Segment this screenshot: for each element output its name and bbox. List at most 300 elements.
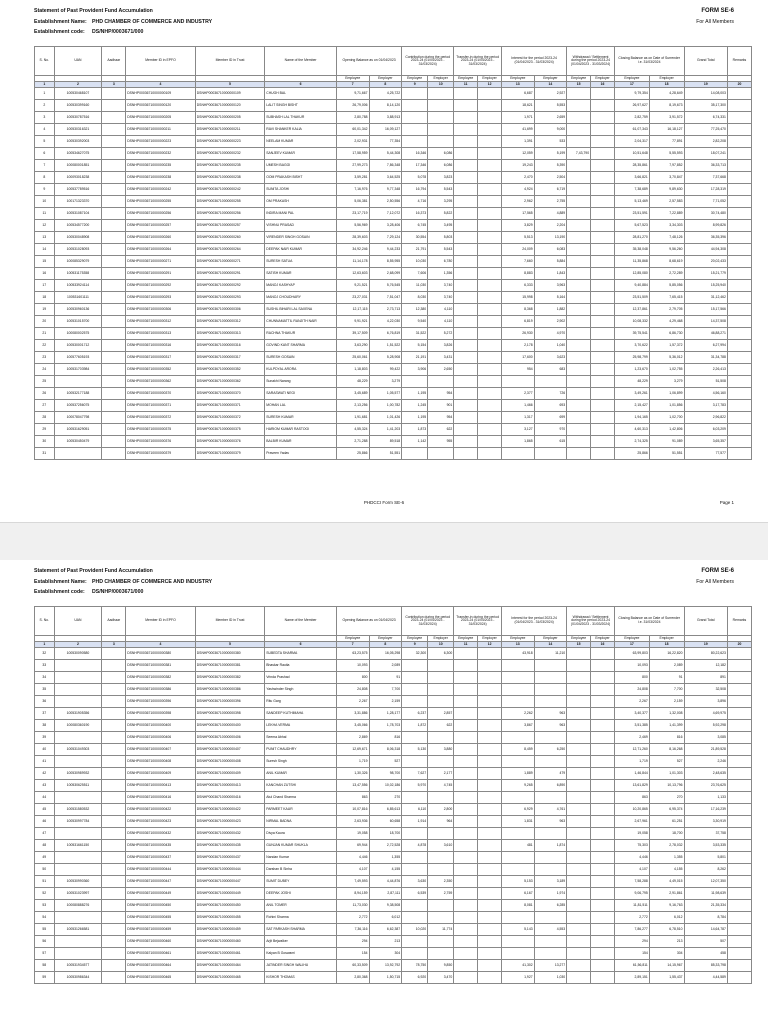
table-cell: DSNHP00036710000000406 xyxy=(195,732,265,744)
table-cell: DSNHP00036710000000271 xyxy=(126,256,196,268)
table-cell: 17,58,959 xyxy=(336,148,369,160)
table-cell: 100530090580 xyxy=(54,648,102,660)
column-number: 11 xyxy=(454,82,478,88)
table-cell xyxy=(591,648,615,660)
table-cell: 29 xyxy=(35,424,55,436)
table-cell: DSNHP00036710000000379 xyxy=(195,448,265,460)
form-number: FORM SE-6 xyxy=(701,568,734,574)
table-cell: 23,51,509 xyxy=(614,292,649,304)
table-cell: 43 xyxy=(35,780,55,792)
table-cell xyxy=(478,720,502,732)
table-cell: 23,51,591 xyxy=(614,208,649,220)
table-cell: 7,49,593 xyxy=(336,876,369,888)
table-cell: Atul Chand Sharma xyxy=(265,792,337,804)
column-number: 6 xyxy=(265,82,337,88)
table-cell: 5,92,298 xyxy=(684,720,727,732)
table-cell: 41,699 xyxy=(502,124,535,136)
table-cell: 12,37,861 xyxy=(614,304,649,316)
table-cell xyxy=(428,792,454,804)
table-cell: 30,554 xyxy=(402,232,428,244)
table-cell: 9,265 xyxy=(502,780,535,792)
table-cell xyxy=(727,400,751,412)
table-cell: 1,466 xyxy=(502,400,535,412)
table-cell: 6,819 xyxy=(502,316,535,328)
column-subheader: Employee xyxy=(454,636,478,642)
table-cell: HARIOM KUMAR RASTOGI xyxy=(265,424,337,436)
column-header: Member ID in Trust xyxy=(195,607,265,636)
table-cell: 816 xyxy=(369,732,402,744)
table-cell: DSNHP00036710000000449 xyxy=(195,888,265,900)
table-cell: 4,553 xyxy=(534,924,567,936)
column-number: 1 xyxy=(35,642,55,648)
table-cell: 4,56,160 xyxy=(684,388,727,400)
table-cell xyxy=(591,316,615,328)
table-cell xyxy=(727,412,751,424)
table-cell: 4,44,876 xyxy=(369,876,402,888)
table-cell: OOM PRAKASH BISHT xyxy=(265,172,337,184)
table-cell xyxy=(54,684,102,696)
table-cell: 100078047798 xyxy=(54,412,102,424)
table-cell xyxy=(454,268,478,280)
table-cell xyxy=(534,756,567,768)
table-cell: 6,03,209 xyxy=(684,424,727,436)
table-cell xyxy=(102,684,126,696)
table-cell xyxy=(102,424,126,436)
table-cell: DSNHP00036710000000382 xyxy=(195,672,265,684)
table-cell: DSNHP00036710000000461 xyxy=(126,948,196,960)
table-cell: 9,38,508 xyxy=(369,900,402,912)
table-cell: DSNHP00036710000000386 xyxy=(126,684,196,696)
table-cell: DSNHP00036710000000362 xyxy=(195,376,265,388)
column-header: Transfer-in during the period 2023-24 (01/04/2023 - 31/03/2024) xyxy=(454,607,502,636)
table-cell: 100531266581 xyxy=(54,924,102,936)
table-cell: 48,229 xyxy=(336,376,369,388)
table-cell: VIRENDER SINGH GOSAIN xyxy=(265,232,337,244)
table-cell: 7,58,288 xyxy=(614,876,649,888)
table-cell: 91 xyxy=(649,672,684,684)
table-cell: 20 xyxy=(35,316,55,328)
table-cell: 15,21,779 xyxy=(684,268,727,280)
column-number: 2 xyxy=(54,82,102,88)
table-cell xyxy=(54,672,102,684)
table-cell xyxy=(534,376,567,388)
table-cell: 9 xyxy=(35,184,55,196)
table-cell: 25,98,799 xyxy=(614,352,649,364)
table-cell xyxy=(591,412,615,424)
table-cell: 7,22,889 xyxy=(649,208,684,220)
table-cell: 5,390 xyxy=(534,160,567,172)
table-cell: 1,42,806 xyxy=(649,424,684,436)
table-cell: 100531934577 xyxy=(54,960,102,972)
table-cell: 58 xyxy=(35,960,55,972)
table-cell: 45 xyxy=(35,804,55,816)
table-cell: 8,19,673 xyxy=(649,100,684,112)
table-cell xyxy=(567,196,591,208)
table-cell: 1,719 xyxy=(336,756,369,768)
table-cell xyxy=(534,672,567,684)
table-cell: 8,99,826 xyxy=(684,220,727,232)
table-cell xyxy=(567,184,591,196)
table-cell xyxy=(102,400,126,412)
table-cell xyxy=(727,960,751,972)
table-cell xyxy=(454,960,478,972)
table-cell xyxy=(478,936,502,948)
table-cell: DSNHP00036710000000312 xyxy=(195,316,265,328)
table-cell: 42 xyxy=(35,768,55,780)
table-cell xyxy=(454,220,478,232)
table-cell xyxy=(591,256,615,268)
table-cell: DSNHP00036710000000313 xyxy=(126,328,196,340)
table-cell: MANOJ CHOUDHARY xyxy=(265,292,337,304)
table-cell: 2,63,936 xyxy=(336,816,369,828)
table-cell: 100530960136 xyxy=(54,304,102,316)
table-cell: 1,030 xyxy=(534,972,567,984)
table-cell: 12,63,603 xyxy=(336,268,369,280)
column-header: Member ID in EPFO xyxy=(126,47,196,76)
table-cell xyxy=(567,448,591,460)
table-cell: 32,300 xyxy=(402,648,428,660)
table-cell: DEEPAK JOSHI xyxy=(265,888,337,900)
table-cell: 14 xyxy=(35,244,55,256)
table-cell xyxy=(454,328,478,340)
table-cell: 17,28,319 xyxy=(684,184,727,196)
table-cell xyxy=(591,436,615,448)
table-cell xyxy=(727,328,751,340)
table-cell: 8,55,955 xyxy=(369,256,402,268)
table-cell: Darshan B Sinha xyxy=(265,864,337,876)
table-cell: 3,630 xyxy=(402,876,428,888)
table-cell: 100530990360 xyxy=(54,876,102,888)
column-number: 3 xyxy=(102,642,126,648)
table-cell xyxy=(454,804,478,816)
table-cell: 18 xyxy=(35,292,55,304)
table-cell: 699 xyxy=(534,412,567,424)
table-cell: 4,107 xyxy=(336,864,369,876)
table-cell xyxy=(454,148,478,160)
table-cell: DSNHP00036710000000455 xyxy=(126,912,196,924)
table-cell: 1,874 xyxy=(534,840,567,852)
column-number: 8 xyxy=(369,82,402,88)
table-cell: 3,826 xyxy=(428,340,454,352)
table-cell xyxy=(567,900,591,912)
table-cell: DSNHP00036710000000455 xyxy=(195,912,265,924)
table-cell xyxy=(478,352,502,364)
column-number: 19 xyxy=(684,642,727,648)
table-cell: 100530001712 xyxy=(54,340,102,352)
table-cell: 7,71,052 xyxy=(684,196,727,208)
table-row xyxy=(35,196,752,208)
table-cell xyxy=(402,852,428,864)
footer-page-number: Page 1 xyxy=(719,500,734,505)
table-cell: 17 xyxy=(35,280,55,292)
table-cell xyxy=(402,864,428,876)
pf-accumulation-table xyxy=(34,46,752,460)
table-cell: 533 xyxy=(534,136,567,148)
table-cell: PUNIT CHAUDHRY xyxy=(265,744,337,756)
table-cell xyxy=(727,648,751,660)
table-cell xyxy=(727,876,751,888)
table-cell: LALIT SINGH BISHT xyxy=(265,100,337,112)
table-cell: 1,882 xyxy=(534,304,567,316)
table-row xyxy=(35,340,752,352)
table-cell xyxy=(428,948,454,960)
table-cell: 60,01,342 xyxy=(336,124,369,136)
table-cell: 100530450479 xyxy=(54,436,102,448)
table-cell: 1,974 xyxy=(534,888,567,900)
table-cell xyxy=(478,804,502,816)
column-header: Name of the Member xyxy=(265,607,337,636)
table-cell xyxy=(727,720,751,732)
table-cell: 5,164 xyxy=(534,292,567,304)
table-cell: 5,143 xyxy=(502,924,535,936)
table-cell: 85,33,798 xyxy=(684,960,727,972)
table-cell: 1,55,437 xyxy=(649,972,684,984)
table-row xyxy=(35,936,752,948)
table-cell xyxy=(591,376,615,388)
table-cell: 3,896 xyxy=(684,696,727,708)
table-cell xyxy=(502,948,535,960)
table-row xyxy=(35,876,752,888)
table-cell: 5,801 xyxy=(684,852,727,864)
table-cell xyxy=(102,340,126,352)
table-cell xyxy=(591,328,615,340)
table-cell xyxy=(102,720,126,732)
table-cell: DSNHP00036710000000255 xyxy=(126,196,196,208)
table-cell xyxy=(478,840,502,852)
table-cell: DSNHP00036710000000238 xyxy=(195,172,265,184)
table-cell: 100530468107 xyxy=(54,88,102,100)
table-cell: 6,300 xyxy=(428,648,454,660)
table-cell: 7,700 xyxy=(649,684,684,696)
table-cell: 2,504 xyxy=(534,172,567,184)
table-cell: 5,884 xyxy=(534,256,567,268)
establishment-name-label: Establishment Name: xyxy=(34,579,87,585)
table-cell: 17,600 xyxy=(502,352,535,364)
table-cell: 3,51,385 xyxy=(614,720,649,732)
table-cell: 1,355 xyxy=(649,852,684,864)
table-cell xyxy=(102,352,126,364)
table-cell: DSNHP00036710000000317 xyxy=(195,352,265,364)
table-cell xyxy=(567,672,591,684)
table-cell: 3,623 xyxy=(534,352,567,364)
table-cell xyxy=(567,936,591,948)
table-cell: 4,44,589 xyxy=(684,972,727,984)
table-cell: DSNHP00036710000000409 xyxy=(195,768,265,780)
table-cell xyxy=(478,292,502,304)
table-cell: CHUGH BAL xyxy=(265,88,337,100)
table-cell: 891 xyxy=(684,672,727,684)
table-cell xyxy=(454,352,478,364)
table-cell xyxy=(102,744,126,756)
table-cell: DSNHP00036710000000292 xyxy=(195,280,265,292)
table-cell: 28 xyxy=(35,412,55,424)
table-cell: 12,85,080 xyxy=(614,268,649,280)
table-cell xyxy=(478,448,502,460)
table-cell xyxy=(727,672,751,684)
table-cell: 17,565 xyxy=(502,208,535,220)
table-cell: DSNHP00036710000000255 xyxy=(195,196,265,208)
column-number: 1 xyxy=(35,82,55,88)
table-cell xyxy=(727,268,751,280)
column-number: 15 xyxy=(567,82,591,88)
table-cell: 4,28,649 xyxy=(649,88,684,100)
table-cell: 2,96,822 xyxy=(684,412,727,424)
table-cell xyxy=(567,112,591,124)
table-cell xyxy=(727,208,751,220)
table-cell xyxy=(454,436,478,448)
table-cell: 9,40,884 xyxy=(614,280,649,292)
table-cell: DSNHP00036710000000379 xyxy=(126,448,196,460)
table-cell: 3,279 xyxy=(369,376,402,388)
table-cell: DSNHP00036710000000444 xyxy=(195,864,265,876)
table-cell: 8,459 xyxy=(502,744,535,756)
table-cell xyxy=(567,268,591,280)
table-cell: 2,73,713 xyxy=(369,304,402,316)
table-cell: DSNHP00036710000000306 xyxy=(126,304,196,316)
table-cell xyxy=(454,316,478,328)
table-cell: DSNHP00036710000000211 xyxy=(126,124,196,136)
table-cell: Ritu Garg xyxy=(265,696,337,708)
table-row xyxy=(35,792,752,804)
table-cell: 294 xyxy=(336,936,369,948)
table-cell xyxy=(478,232,502,244)
table-cell: 693 xyxy=(534,400,567,412)
table-cell: 154 xyxy=(614,948,649,960)
table-cell: 100531580532 xyxy=(54,804,102,816)
table-cell xyxy=(567,864,591,876)
table-row xyxy=(35,684,752,696)
table-cell: 4,60,313 xyxy=(614,424,649,436)
table-row xyxy=(35,804,752,816)
table-cell: 46,88,271 xyxy=(684,328,727,340)
table-cell: 1,50,715 xyxy=(369,972,402,984)
table-row xyxy=(35,648,752,660)
table-cell xyxy=(727,744,751,756)
table-cell xyxy=(591,364,615,376)
table-cell: 5,822 xyxy=(428,208,454,220)
table-row xyxy=(35,840,752,852)
establishment-name-label: Establishment Name: xyxy=(34,19,87,25)
table-cell xyxy=(478,816,502,828)
table-cell: 16,05,298 xyxy=(369,648,402,660)
table-cell xyxy=(727,828,751,840)
table-cell: MOHAN LAL xyxy=(265,400,337,412)
table-cell: 2,79,705 xyxy=(649,304,684,316)
table-cell xyxy=(567,732,591,744)
table-cell: 5,199 xyxy=(534,148,567,160)
table-cell: 100085329079 xyxy=(54,256,102,268)
table-cell xyxy=(727,100,751,112)
table-cell xyxy=(402,828,428,840)
table-cell: 9,06,795 xyxy=(614,888,649,900)
table-cell: DSNHP00036710000000380 xyxy=(126,648,196,660)
table-cell: 3,31,886 xyxy=(336,708,369,720)
table-cell: 901 xyxy=(428,400,454,412)
table-cell xyxy=(534,684,567,696)
page-separator xyxy=(0,522,768,562)
table-cell: 8,030 xyxy=(402,292,428,304)
table-cell xyxy=(727,304,751,316)
table-cell: NIRMAL BADNA xyxy=(265,816,337,828)
table-cell: DSNHP00036710000000460 xyxy=(126,936,196,948)
table-cell: 11,14,178 xyxy=(336,256,369,268)
table-cell xyxy=(727,948,751,960)
table-cell xyxy=(454,840,478,852)
table-cell: 69,944 xyxy=(336,840,369,852)
table-cell: DSNHP00036710000000257 xyxy=(195,220,265,232)
table-cell: 863 xyxy=(336,792,369,804)
table-cell: 2,246 xyxy=(684,756,727,768)
table-cell: 4,55,324 xyxy=(336,424,369,436)
table-cell xyxy=(402,88,428,100)
table-cell: 5,272 xyxy=(428,328,454,340)
table-row xyxy=(35,280,752,292)
column-subheader: Employee xyxy=(567,636,591,642)
table-row xyxy=(35,780,752,792)
table-cell: 6,167 xyxy=(502,888,535,900)
table-cell: DSNHP00036710000000293 xyxy=(195,292,265,304)
table-cell xyxy=(591,780,615,792)
table-cell xyxy=(54,376,102,388)
table-cell xyxy=(591,100,615,112)
table-cell xyxy=(454,792,478,804)
table-cell: 89,518 xyxy=(369,436,402,448)
table-cell: 3,49,261 xyxy=(614,388,649,400)
table-cell: 2,72,289 xyxy=(649,268,684,280)
column-number: 13 xyxy=(502,82,535,88)
table-cell xyxy=(567,364,591,376)
table-cell xyxy=(454,160,478,172)
table-cell xyxy=(567,436,591,448)
table-cell: 24,808 xyxy=(614,684,649,696)
table-cell: 1,142 xyxy=(402,436,428,448)
table-cell xyxy=(534,792,567,804)
table-cell xyxy=(591,840,615,852)
table-cell: 100171323370 xyxy=(54,196,102,208)
table-cell xyxy=(102,924,126,936)
table-cell xyxy=(591,112,615,124)
table-cell: 1,317 xyxy=(502,412,535,424)
table-cell: DSNHP00036710000000235 xyxy=(195,160,265,172)
table-cell xyxy=(727,864,751,876)
table-cell: 5,76,545 xyxy=(369,280,402,292)
table-cell xyxy=(454,708,478,720)
table-cell: 37,758 xyxy=(684,828,727,840)
table-cell: 2,267 xyxy=(336,696,369,708)
table-cell xyxy=(727,220,751,232)
table-cell xyxy=(478,256,502,268)
table-cell: 622 xyxy=(428,424,454,436)
table-cell: DSNHP00036710000000376 xyxy=(195,436,265,448)
table-cell: 6 xyxy=(35,148,55,160)
table-row xyxy=(35,316,752,328)
table-cell xyxy=(428,88,454,100)
table-cell: 2,82,759 xyxy=(614,112,649,124)
table-cell: UMESH BAGGI xyxy=(265,160,337,172)
table-cell xyxy=(102,388,126,400)
table-cell: 270 xyxy=(369,792,402,804)
table-cell xyxy=(502,852,535,864)
table-cell xyxy=(102,112,126,124)
table-cell: DSNHP00036710000000238 xyxy=(126,172,196,184)
table-cell xyxy=(102,292,126,304)
table-cell xyxy=(534,852,567,864)
table-cell xyxy=(591,340,615,352)
establishment-name: PHD CHAMBER OF COMMERCE AND INDUSTRY xyxy=(92,19,213,25)
table-cell xyxy=(428,864,454,876)
table-cell xyxy=(567,708,591,720)
column-header: Opening Balance as on 01/04/2023 xyxy=(336,607,401,636)
